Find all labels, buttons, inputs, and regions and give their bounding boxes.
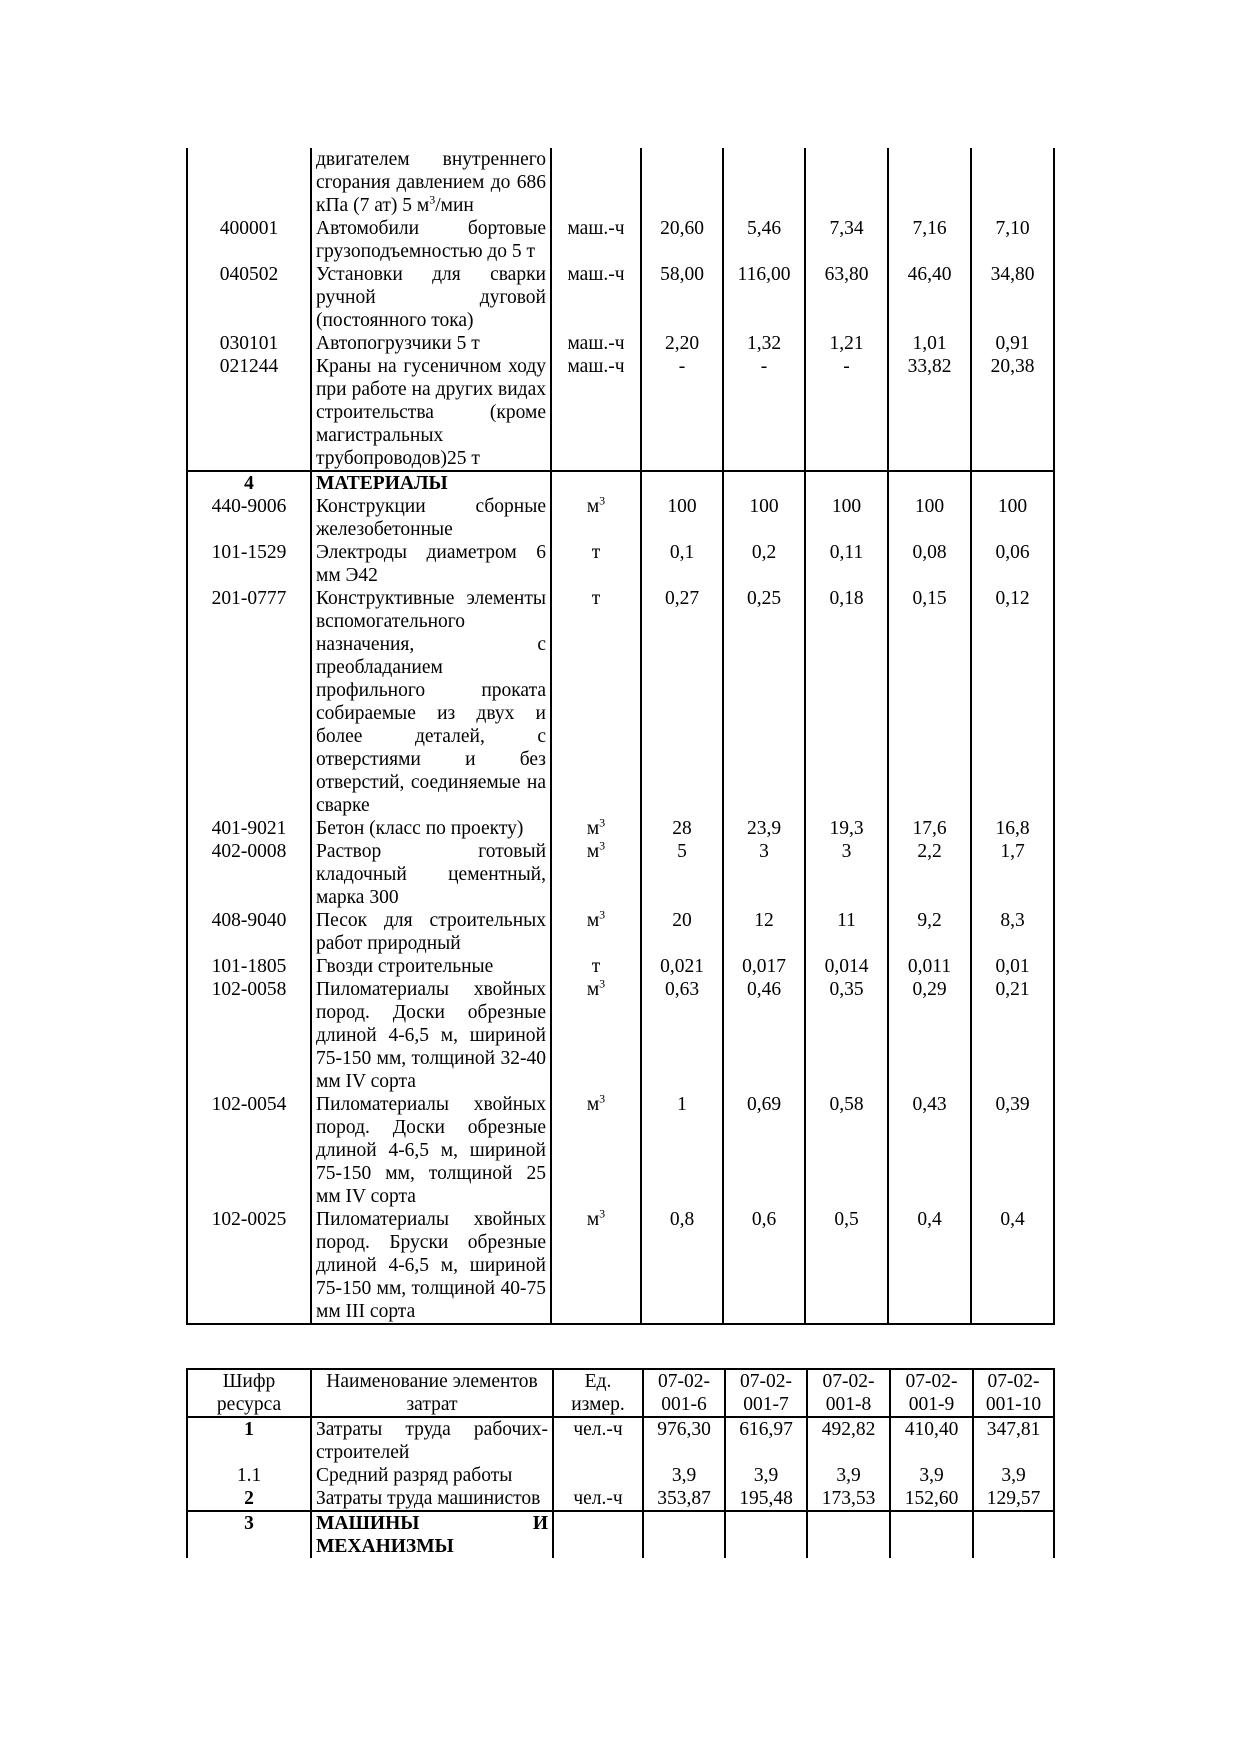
row-value-3 [805, 471, 888, 495]
row-unit: $м^3$ [551, 817, 641, 840]
row-value-2: 0,25 [723, 587, 805, 817]
table-row [187, 1417, 1054, 1464]
row-value-1: 100 [641, 495, 723, 541]
row-name: Раствор готовый кладочный цементный, марка 300 [311, 840, 551, 909]
row-value-2: 195,48 [725, 1487, 807, 1511]
row-code: 1.1 [187, 1464, 311, 1487]
row-value-1: 0,8 [641, 1208, 723, 1324]
row-value-4: 17,6 [888, 817, 971, 840]
row-value-3: 7,34 [805, 217, 888, 263]
row-value-4: 0,4 [888, 1208, 971, 1324]
row-value-5: 0,39 [971, 1093, 1054, 1208]
row-unit: т [551, 955, 641, 978]
row-name: Пиломатериалы хвойных пород. Доски обрезные длиной 4-6,5 м, шириной 75-150 мм, толщиной 25 мм IV сорта [311, 1093, 551, 1208]
row-name: Бетон (класс по проекту) [311, 817, 551, 840]
row-value-3 [807, 1511, 890, 1558]
row-code: 201-0777 [187, 587, 311, 817]
row-value-5: 0,21 [971, 978, 1054, 1093]
row-name: Гвозди строительные [311, 955, 551, 978]
row-value-1 [641, 471, 723, 495]
row-unit [553, 1464, 643, 1487]
row-value-4: 0,43 [888, 1093, 971, 1208]
row-value-1: 0,27 [641, 587, 723, 817]
row-value-2: 3 [723, 840, 805, 909]
table-row [187, 1093, 1054, 1208]
row-value-1: 0,1 [641, 541, 723, 587]
row-value-2: 12 [723, 909, 805, 955]
row-unit: $м^3$ [551, 840, 641, 909]
row-code: 030101 [187, 332, 311, 355]
table-row [187, 332, 1054, 355]
row-value-1: 976,30 [643, 1417, 725, 1464]
header-row [187, 1369, 1054, 1417]
row-value-1: - [641, 355, 723, 471]
row-value-4: 152,60 [890, 1487, 973, 1511]
row-name: Затраты труда машинистов [311, 1487, 553, 1511]
row-value-2: 100 [723, 495, 805, 541]
row-value-4: 2,2 [888, 840, 971, 909]
row-value-2: 0,46 [723, 978, 805, 1093]
row-unit: чел.-ч [553, 1417, 643, 1464]
row-value-1: 3,9 [643, 1464, 725, 1487]
row-value-1 [641, 148, 723, 217]
row-name: Конструктивные элементы вспомогательного назначения, с преобладанием профильного проката собираемые из двух и более деталей, с отверстиями и без отверстий, соединяемые на сварке [311, 587, 551, 817]
header-col-5: 07-02-001-10 [973, 1369, 1054, 1417]
row-value-1: 58,00 [641, 263, 723, 332]
table-row [187, 263, 1054, 332]
row-value-4 [888, 471, 971, 495]
row-unit: $м^3$ [551, 1208, 641, 1324]
row-value-4 [888, 148, 971, 217]
row-value-2 [723, 471, 805, 495]
row-value-4: 0,011 [888, 955, 971, 978]
row-code: 400001 [187, 217, 311, 263]
header-col-1: 07-02-001-6 [643, 1369, 725, 1417]
row-value-5: 0,12 [971, 587, 1054, 817]
row-value-5: 100 [971, 495, 1054, 541]
row-value-3: 3 [805, 840, 888, 909]
row-value-1: 1 [641, 1093, 723, 1208]
table-row [187, 355, 1054, 471]
row-unit: маш.-ч [551, 355, 641, 471]
row-value-1: 20 [641, 909, 723, 955]
row-value-5 [973, 1511, 1054, 1558]
row-value-3: 100 [805, 495, 888, 541]
row-value-4: 1,01 [888, 332, 971, 355]
row-code: 102-0058 [187, 978, 311, 1093]
row-code: 102-0054 [187, 1093, 311, 1208]
row-value-3: 0,11 [805, 541, 888, 587]
header-col-4: 07-02-001-9 [890, 1369, 973, 1417]
row-name: Автопогрузчики 5 т [311, 332, 551, 355]
row-value-4: 9,2 [888, 909, 971, 955]
row-value-1: 28 [641, 817, 723, 840]
header-col-2: 07-02-001-7 [725, 1369, 807, 1417]
row-unit: $м^3$ [551, 1093, 641, 1208]
row-value-5: 20,38 [971, 355, 1054, 471]
row-value-5 [971, 148, 1054, 217]
row-code: 101-1805 [187, 955, 311, 978]
row-code: 2 [187, 1487, 311, 1511]
row-name: МАШИНЫ И МЕХАНИЗМЫ [311, 1511, 553, 1558]
table-row [187, 1208, 1054, 1324]
row-code: 408-9040 [187, 909, 311, 955]
row-value-2 [725, 1511, 807, 1558]
row-value-1: 0,63 [641, 978, 723, 1093]
row-name: Установки для сварки ручной дуговой (постоянного тока) [311, 263, 551, 332]
row-value-1: 5 [641, 840, 723, 909]
table-row [187, 1487, 1054, 1511]
row-name: Пиломатериалы хвойных пород. Доски обрезные длиной 4-6,5 м, шириной 75-150 мм, толщиной 32-40 мм IV сорта [311, 978, 551, 1093]
row-name: МАТЕРИАЛЫ [311, 471, 551, 495]
table-row [187, 217, 1054, 263]
row-value-1 [643, 1511, 725, 1558]
row-value-3: 1,21 [805, 332, 888, 355]
row-value-2: 0,017 [723, 955, 805, 978]
row-code: 4 [187, 471, 311, 495]
row-value-1: 353,87 [643, 1487, 725, 1511]
row-code: 440-9006 [187, 495, 311, 541]
row-value-4: 0,29 [888, 978, 971, 1093]
row-code: 021244 [187, 355, 311, 471]
row-value-2 [723, 148, 805, 217]
row-code [187, 148, 311, 217]
table-row [187, 978, 1054, 1093]
row-value-1: 0,021 [641, 955, 723, 978]
row-name: Автомобили бортовые грузоподъемностью до 5 т [311, 217, 551, 263]
row-value-4: 0,15 [888, 587, 971, 817]
row-value-5: 0,91 [971, 332, 1054, 355]
row-unit: $м^3$ [551, 909, 641, 955]
row-value-3: 11 [805, 909, 888, 955]
row-value-2: 5,46 [723, 217, 805, 263]
row-value-4 [890, 1511, 973, 1558]
table-row [187, 541, 1054, 587]
row-value-5: 34,80 [971, 263, 1054, 332]
row-value-2: 1,32 [723, 332, 805, 355]
row-unit: т [551, 541, 641, 587]
row-value-3: - [805, 355, 888, 471]
row-name: Краны на гусеничном ходу при работе на других видах строительства (кроме магистральных трубопроводов)25 т [311, 355, 551, 471]
row-value-2: 616,97 [725, 1417, 807, 1464]
row-unit: $м^3$ [551, 978, 641, 1093]
row-value-3: 0,5 [805, 1208, 888, 1324]
row-name: двигателем внутреннего сгорания давлением до 686 кПа (7 ат) 5 $м^3$/мин [311, 148, 551, 217]
row-code: 402-0008 [187, 840, 311, 909]
row-value-5: 16,8 [971, 817, 1054, 840]
row-value-4: 46,40 [888, 263, 971, 332]
table-row [187, 909, 1054, 955]
table-row [187, 955, 1054, 978]
row-unit: маш.-ч [551, 217, 641, 263]
row-unit [551, 148, 641, 217]
row-value-4: 100 [888, 495, 971, 541]
row-value-3: 0,35 [805, 978, 888, 1093]
row-name: Конструкции сборные железобетонные [311, 495, 551, 541]
row-value-3: 19,3 [805, 817, 888, 840]
row-value-5: 0,4 [971, 1208, 1054, 1324]
row-value-5: 0,01 [971, 955, 1054, 978]
header-col-3: 07-02-001-8 [807, 1369, 890, 1417]
table-row [187, 148, 1054, 217]
row-name: Пиломатериалы хвойных пород. Бруски обрезные длиной 4-6,5 м, шириной 75-150 мм, толщиной 40-75 мм III сорта [311, 1208, 551, 1324]
resource-table-header-block [186, 1368, 1055, 1558]
row-value-2: 0,2 [723, 541, 805, 587]
row-value-5: 129,57 [973, 1487, 1054, 1511]
row-value-5: 7,10 [971, 217, 1054, 263]
row-value-1: 2,20 [641, 332, 723, 355]
row-value-4: 410,40 [890, 1417, 973, 1464]
row-value-2: 116,00 [723, 263, 805, 332]
row-value-5: 1,7 [971, 840, 1054, 909]
row-value-4: 0,08 [888, 541, 971, 587]
row-name: Песок для строительных работ природный [311, 909, 551, 955]
row-code: 401-9021 [187, 817, 311, 840]
row-value-2: 0,69 [723, 1093, 805, 1208]
row-code: 040502 [187, 263, 311, 332]
row-value-2: 3,9 [725, 1464, 807, 1487]
row-code: 102-0025 [187, 1208, 311, 1324]
row-value-4: 33,82 [888, 355, 971, 471]
row-value-3: 0,58 [805, 1093, 888, 1208]
resource-table-continuation [186, 148, 1055, 1325]
table-row [187, 1464, 1054, 1487]
header-unit: Ед. измер. [553, 1369, 643, 1417]
row-unit: чел.-ч [553, 1487, 643, 1511]
row-value-1: 20,60 [641, 217, 723, 263]
row-name: Электроды диаметром 6 мм Э42 [311, 541, 551, 587]
row-unit: $м^3$ [551, 495, 641, 541]
row-value-5: 347,81 [973, 1417, 1054, 1464]
row-unit: маш.-ч [551, 263, 641, 332]
row-value-3: 0,014 [805, 955, 888, 978]
row-value-3: 3,9 [807, 1464, 890, 1487]
table-row [187, 840, 1054, 909]
table-row [187, 471, 1054, 495]
row-value-3: 173,53 [807, 1487, 890, 1511]
row-value-5: 3,9 [973, 1464, 1054, 1487]
row-unit [553, 1511, 643, 1558]
row-name: Средний разряд работы [311, 1464, 553, 1487]
row-value-2: 23,9 [723, 817, 805, 840]
row-value-5 [971, 471, 1054, 495]
row-code: 3 [187, 1511, 311, 1558]
header-code: Шифр ресурса [187, 1369, 311, 1417]
row-unit: т [551, 587, 641, 817]
row-value-4: 3,9 [890, 1464, 973, 1487]
header-name: Наименование элементов затрат [311, 1369, 553, 1417]
row-value-2: - [723, 355, 805, 471]
row-name: Затраты труда рабочих-строителей [311, 1417, 553, 1464]
row-value-3: 63,80 [805, 263, 888, 332]
row-value-3: 0,18 [805, 587, 888, 817]
row-value-5: 8,3 [971, 909, 1054, 955]
row-value-3 [805, 148, 888, 217]
row-value-2: 0,6 [723, 1208, 805, 1324]
row-unit: маш.-ч [551, 332, 641, 355]
table-row [187, 1511, 1054, 1558]
row-unit [551, 471, 641, 495]
row-value-5: 0,06 [971, 541, 1054, 587]
row-code: 101-1529 [187, 541, 311, 587]
table-row [187, 587, 1054, 817]
table-row [187, 817, 1054, 840]
row-value-4: 7,16 [888, 217, 971, 263]
table-row [187, 495, 1054, 541]
row-code: 1 [187, 1417, 311, 1464]
row-value-3: 492,82 [807, 1417, 890, 1464]
